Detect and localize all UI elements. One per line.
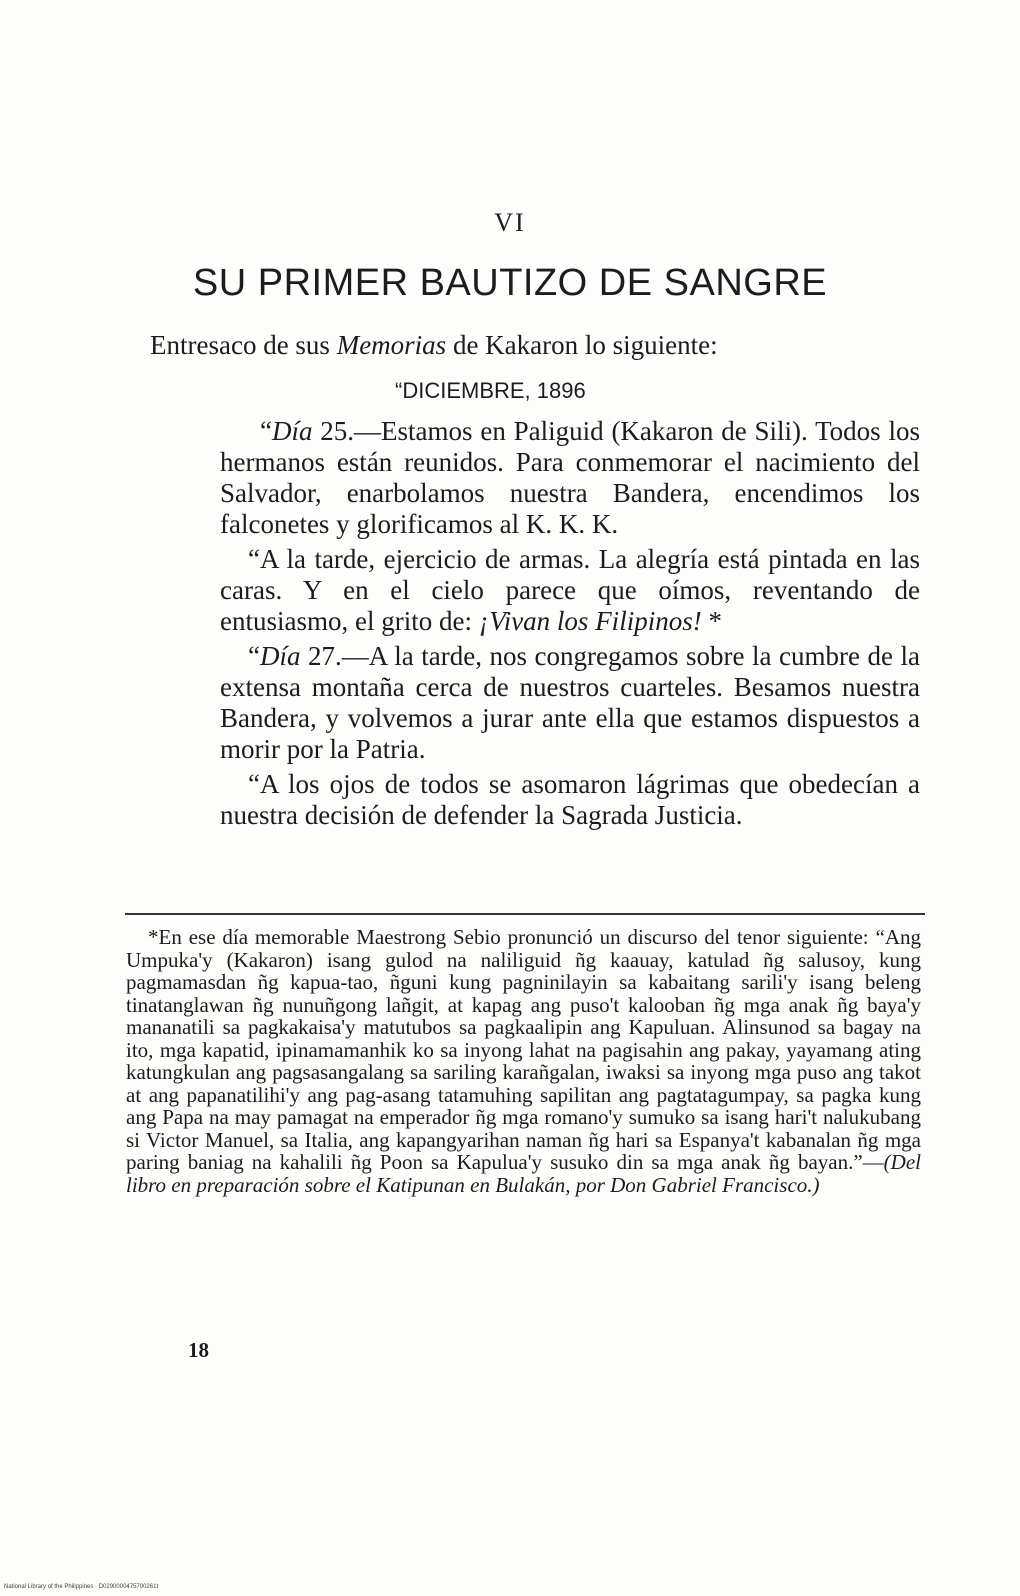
footnote [126,926,921,1196]
paragraph-2 [220,544,920,637]
quote-mark: “ [260,416,272,446]
footnote-marker: * [701,606,722,636]
chapter-number: VI [494,208,526,237]
paragraph-text: “A los ojos de todos se asomaron lágrimas que obedecían a nuestra decisión de defender la Sagrada Justicia. [220,769,920,830]
paragraph-text: 27.—A la tarde, nos congregamos sobre la cumbre de la extensa montaña cerca de nuestros cuarteles. Besamos nuestra Bandera, y volvemos a jurar ante ella que estamos dispuestos a morir por la Patria. [220,641,920,764]
paragraph-4 [220,769,920,831]
chapter-title: SU PRIMER BAUTIZO DE SANGRE [192,262,828,304]
intro-emphasis: Memorias [336,330,447,360]
paragraph-text: 25.—Estamos en Paliguid (Kakaron de Sili). Todos los hermanos están reunidos. Para conmemorar el nacimiento del Salvador, enarbolamos nuestra Bandera, encendimos los falconetes y glorificamos al K. K. K. [220,416,920,539]
day-label: Día [271,416,313,446]
footnote-text: *En ese día memorable Maestrong Sebio pronunció un discurso del tenor siguiente: “Ang Umpuka'y (Kakaron) isang gulod na naliliguid ñg kaauay, katulad ñg salusoy, kung pagmamasdan ñg kapua-tao, ñguni kung pagninilayin sa kabaitang sarili'y isang beleng tinatanglawan ñg nunuñgong lañgit, at kapag ang puso't kalooban ñg mga anak ñg baya'y mananatili sa pagkakaisa'y matutubos sa pagkaalipin ang Kapuluan. Alinsunod sa bagay na ito, mga kapatid, ipinamamanhik ko sa inyong lahat na pagisahin ang pakay, yayamang ating katungkulan ang pagsasangalang sa sariling karañgalan, iwaksi sa inyong mga puso ang takot at ang papanatilihi'y ang pag-asang tatamuhing sapilitan ang pagtatagumpay, sa pagka kung ang Papa na may pamagat na emperador ñg mga romano'y sumuko sa isang hari't nalukubang si Victor Manuel, sa Italia, ang kapangyarihan naman ñg hari sa Espanya't kabanalan ñg mga paring baniag na kahalili ñg Poon sa Kapulua'y susuko din sa mga anak ñg bayan.”— [126,925,921,1174]
footnote-paragraph [126,926,921,1196]
footnote-divider [125,913,925,915]
quote-mark: “ [248,641,260,671]
intro-line [150,330,850,361]
paragraph-3 [220,641,920,765]
diary-entries [220,416,920,835]
exclamation: ¡Vivan los Filipinos! [478,606,702,636]
intro-text: Entresaco de sus [150,330,337,360]
dateline: “DICIEMBRE, 1896 [395,378,586,403]
footnote-citation: (Del libro en preparación sobre el Katipunan en Bulakán, por Don Gabriel Francisco.) [126,1150,921,1197]
page-number: 18 [188,1338,209,1362]
intro-text-end: de Kakaron lo siguiente: [446,330,718,360]
paragraph-text: “A la tarde, ejercicio de armas. La alegría está pintada en las caras. Y en el cielo parece que oímos, reventando de entusiasmo, el grito de: [220,544,920,636]
day-label: Día [259,641,301,671]
paragraph-1 [220,416,920,540]
scan-footer: National Library of the Philippines · D0290000475700261t [4,1584,159,1590]
